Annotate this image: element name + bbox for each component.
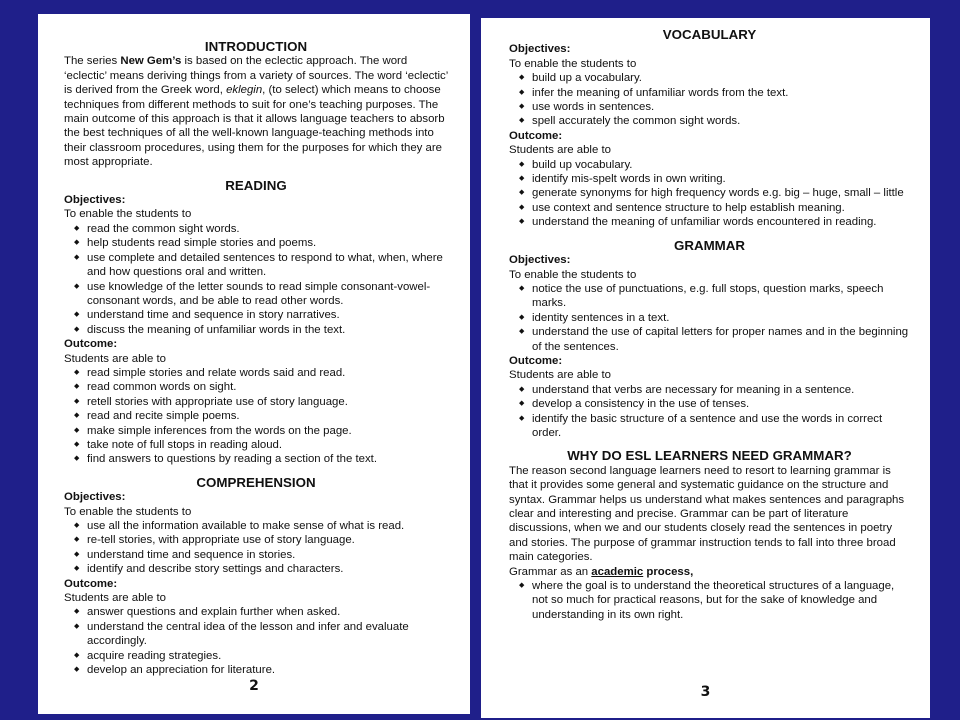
list-item: ◆ make simple inferences from the words on the page. xyxy=(74,424,448,438)
list-item: ◆ develop an appreciation for literature. xyxy=(74,663,448,677)
list-item: ◆ understand the meaning of unfamiliar words encountered in reading. xyxy=(519,215,910,229)
vocabulary-outcome-intro: Students are able to xyxy=(509,144,611,157)
vocabulary-objectives-label: Objectives: xyxy=(509,43,571,56)
list-item: ◆ infer the meaning of unfamiliar words from the text. xyxy=(519,86,910,100)
greek-word: eklegin xyxy=(226,84,263,97)
list-item: ◆ generate synonyms for high frequency words e.g. big – huge, small – little xyxy=(519,186,910,200)
reading-title: READING xyxy=(225,177,287,193)
reading-outcomes-list xyxy=(64,366,448,467)
list-item: ◆ help students read simple stories and poems. xyxy=(74,236,448,250)
introduction-title: INTRODUCTION xyxy=(204,39,308,54)
why-grammar-points-list xyxy=(509,579,910,622)
list-item: ◆ identify mis-spelt words in own writing. xyxy=(519,172,910,186)
vocabulary-outcome-label: Outcome: xyxy=(509,129,563,142)
intro-text-1: The series xyxy=(64,55,121,68)
comprehension-objectives-label: Objectives: xyxy=(64,491,126,504)
list-item: ◆ identify and describe story settings and characters. xyxy=(74,562,448,576)
introduction-paragraph xyxy=(64,54,448,169)
list-item: ◆ read simple stories and relate words said and read. xyxy=(74,366,448,380)
list-item: ◆ understand the central idea of the lesson and infer and evaluate accordingly. xyxy=(74,620,448,649)
reading-outcome-intro: Students are able to xyxy=(64,352,166,365)
why-grammar-title: WHY DO ESL LEARNERS NEED GRAMMAR? xyxy=(567,448,852,464)
vocabulary-objectives-list xyxy=(509,71,910,129)
reading-objectives-intro: To enable the students to xyxy=(64,208,192,221)
lead-suffix: process, xyxy=(643,565,694,578)
lead-prefix: Grammar as an xyxy=(509,565,592,578)
list-item: ◆ read the common sight words. xyxy=(74,222,448,236)
comprehension-objectives-intro: To enable the students to xyxy=(64,505,192,518)
list-item: ◆ notice the use of punctuations, e.g. full stops, question marks, speech marks. xyxy=(519,282,910,311)
list-item: ◆ re-tell stories, with appropriate use of story language. xyxy=(74,533,448,547)
list-item: ◆ identity sentences in a text. xyxy=(519,311,910,325)
list-item: ◆ build up a vocabulary. xyxy=(519,71,910,85)
list-item: ◆ understand the use of capital letters for proper names and in the beginning of the sentences. xyxy=(519,325,910,354)
list-item: ◆ use words in sentences. xyxy=(519,100,910,114)
vocabulary-objectives-intro: To enable the students to xyxy=(509,57,637,70)
list-item: ◆ answer questions and explain further when asked. xyxy=(74,605,448,619)
reading-objectives-list xyxy=(64,222,448,337)
comprehension-objectives-list xyxy=(64,519,448,577)
list-item: ◆ retell stories with appropriate use of story language. xyxy=(74,395,448,409)
list-item: ◆ use complete and detailed sentences to respond to what, when, where and how questions oral and written. xyxy=(74,251,448,280)
lead-emphasis: academic xyxy=(591,565,644,578)
intro-text-3: , (to select) which means to choose techniques from different methods to suit for one’s teaching purposes. The main outcome of this approach is that it allows language teachers to absorb the best techniques of all the well-known language-teaching methods into their classroom procedures, using them for the purposes for which they are most appropriate. xyxy=(64,84,445,169)
comprehension-outcome-label: Outcome: xyxy=(64,577,118,590)
left-page xyxy=(38,14,470,714)
grammar-academic-lead xyxy=(509,565,910,579)
list-item: ◆ read and recite simple poems. xyxy=(74,409,448,423)
comprehension-title: COMPREHENSION xyxy=(196,474,316,490)
reading-objectives-label: Objectives: xyxy=(64,194,126,207)
list-item: ◆ read common words on sight. xyxy=(74,380,448,394)
comprehension-outcome-intro: Students are able to xyxy=(64,592,166,605)
grammar-objectives-label: Objectives: xyxy=(509,254,571,267)
page-number-left: 2 xyxy=(249,678,259,694)
list-item: ◆ understand that verbs are necessary for meaning in a sentence. xyxy=(519,383,910,397)
grammar-objectives-list xyxy=(509,282,910,354)
list-item: ◆ build up vocabulary. xyxy=(519,158,910,172)
intro-text-2: is based on the eclectic approach. The word ‘eclectic’ means deriving things from a variety of sources. The word ‘eclectic’ is derived from the Greek word, xyxy=(64,55,448,97)
right-page xyxy=(481,18,930,718)
list-item: ◆ develop a consistency in the use of tenses. xyxy=(519,397,910,411)
list-item: ◆ find answers to questions by reading a section of the text. xyxy=(74,452,448,466)
grammar-title: GRAMMAR xyxy=(673,237,746,253)
reading-outcome-label: Outcome: xyxy=(64,338,118,351)
list-item: ◆ take note of full stops in reading aloud. xyxy=(74,438,448,452)
grammar-outcomes-list xyxy=(509,383,910,441)
grammar-outcome-label: Outcome: xyxy=(509,354,563,367)
list-item: ◆ understand time and sequence in story narratives. xyxy=(74,308,448,322)
comprehension-outcomes-list xyxy=(64,605,448,677)
list-item: ◆ use knowledge of the letter sounds to read simple consonant-vowel-consonant words, and be able to read other words. xyxy=(74,280,448,309)
list-item: ◆ spell accurately the common sight words. xyxy=(519,114,910,128)
list-item: ◆ use all the information available to make sense of what is read. xyxy=(74,519,448,533)
list-item: ◆ where the goal is to understand the theoretical structures of a language, not so much for practical reasons, but for the sake of knowledge and understanding in its own right. xyxy=(519,579,910,622)
list-item: ◆ identify the basic structure of a sentence and use the words in correct order. xyxy=(519,412,910,441)
grammar-outcome-intro: Students are able to xyxy=(509,369,611,382)
list-item: ◆ understand time and sequence in stories. xyxy=(74,548,448,562)
grammar-objectives-intro: To enable the students to xyxy=(509,268,637,281)
list-item: ◆ use context and sentence structure to help establish meaning. xyxy=(519,201,910,215)
page-number-right: 3 xyxy=(700,684,711,700)
series-name: New Gem’s xyxy=(120,55,182,68)
list-item: ◆ discuss the meaning of unfamiliar words in the text. xyxy=(74,323,448,337)
vocabulary-outcomes-list xyxy=(509,158,910,230)
list-item: ◆ acquire reading strategies. xyxy=(74,649,448,663)
vocabulary-title: VOCABULARY xyxy=(662,27,757,42)
why-grammar-paragraph: The reason second language learners need to resort to learning grammar is that it provides some general and systematic guidance on the structure and syntax. Grammar helps us understand what makes sentences and paragraphs clear and interesting and precise. Grammar can be part of literature discussions, when we and our students closely read the sentences in poetry and stories. The purpose of grammar instruction tends to fall into three broad main categories. xyxy=(509,464,905,564)
